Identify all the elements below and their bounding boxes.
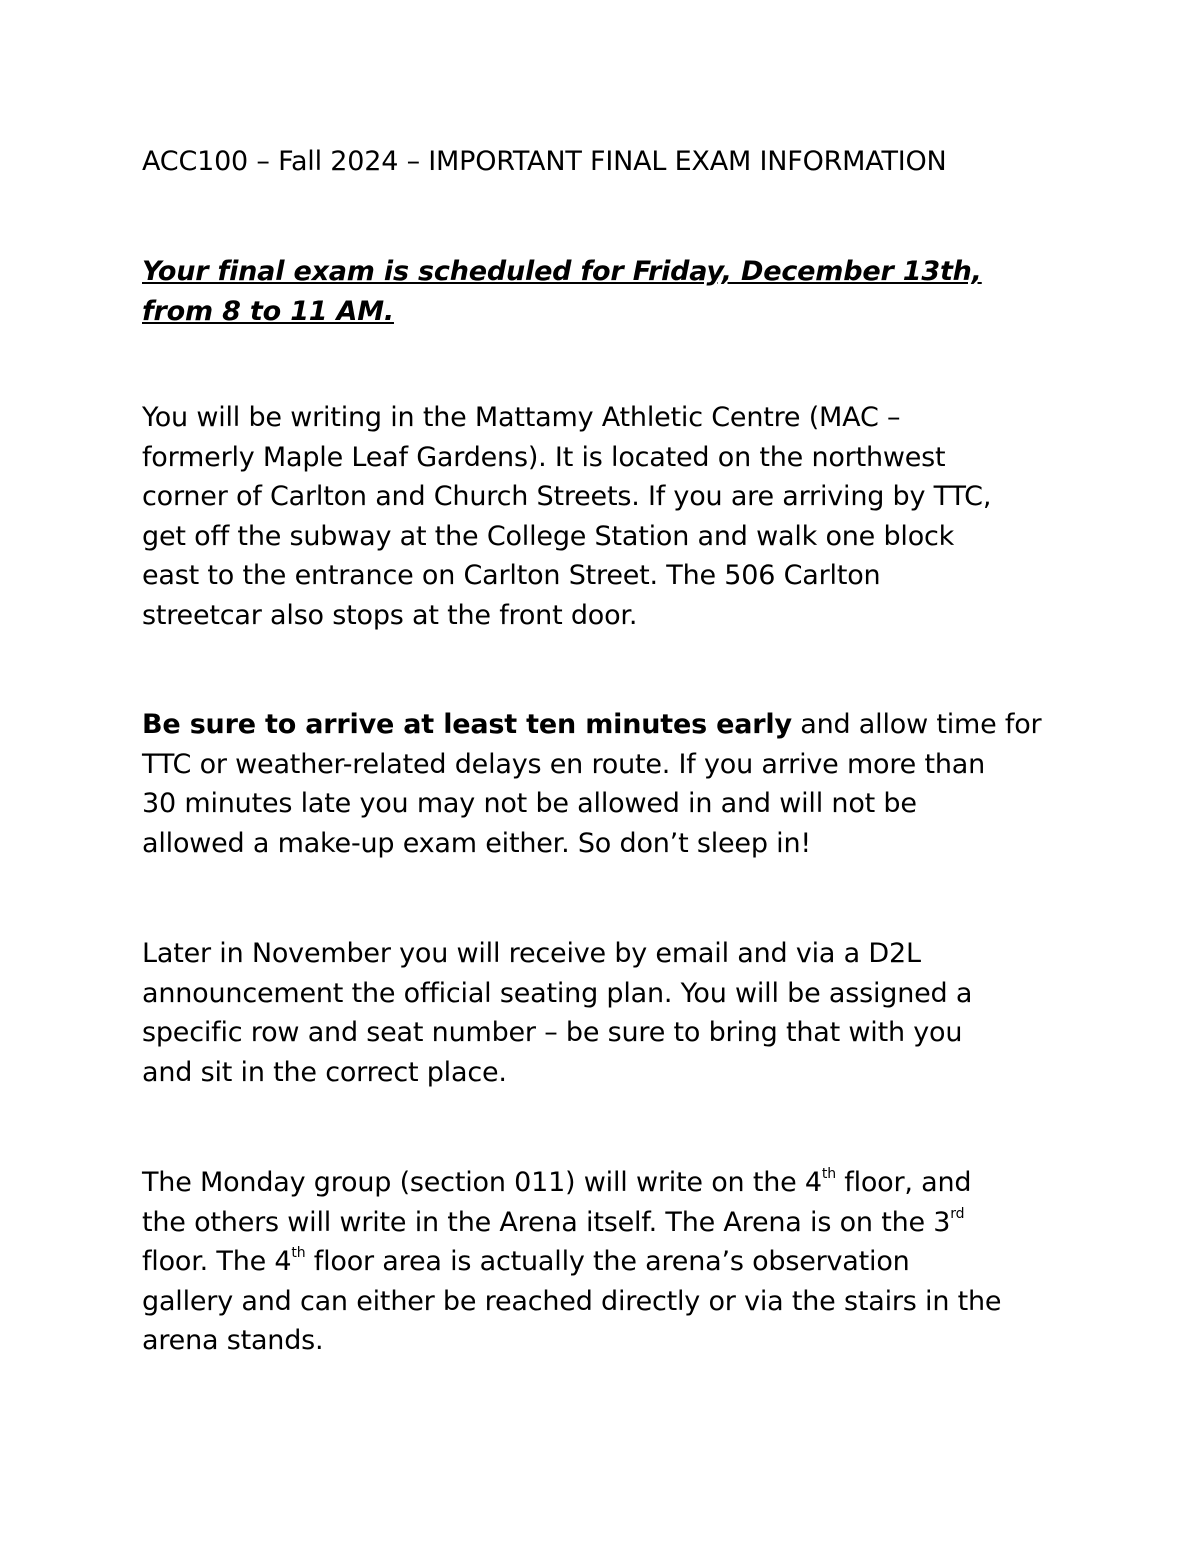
arrival-emphasis: Be sure to arrive at least ten minutes early (142, 709, 792, 740)
floors-paragraph (142, 1163, 1082, 1361)
floors-ordinal-rd: rd (950, 1205, 965, 1222)
location-line-3: corner of Carlton and Church Streets. If you are arriving by TTC, (142, 481, 992, 512)
floors-line-1b: floor, and (835, 1167, 972, 1198)
floors-line-5: arena stands. (142, 1325, 324, 1356)
floors-line-4: gallery and can either be reached directly or via the stairs in the (142, 1285, 1002, 1317)
floors-line-3a: floor. The 4 (142, 1246, 292, 1277)
floors-ordinal-th-1: th (821, 1166, 836, 1182)
exam-date-line-1: Your final exam is scheduled for Friday, December 13th, (142, 256, 982, 287)
arrival-line-3: 30 minutes late you may not be allowed in and will not be (142, 788, 917, 819)
seating-line-2: announcement the official seating plan. You will be assigned a (142, 977, 973, 1009)
floors-ordinal-th-2: th (291, 1245, 306, 1261)
location-line-4: get off the subway at the College Station and walk one block (142, 520, 955, 552)
floors-line-3 (142, 1242, 1082, 1282)
location-line-5: east to the entrance on Carlton Street. The 506 Carlton (142, 560, 881, 591)
document-title (142, 142, 1082, 182)
seating-paragraph (142, 934, 1082, 1092)
floors-line-1a: The Monday group (section 011) will write on the 4 (142, 1167, 822, 1198)
seating-line-4: and sit in the correct place. (142, 1056, 507, 1088)
location-line-1: You will be writing in the Mattamy Athletic Centre (MAC – (142, 402, 901, 433)
arrival-line-1 (142, 705, 1082, 745)
arrival-line-4: allowed a make-up exam either. So don’t sleep in! (142, 827, 811, 859)
title-text: ACC100 – Fall 2024 – IMPORTANT FINAL EXAM INFORMATION (142, 146, 947, 177)
floors-line-3b: floor area is actually the arena’s observation (305, 1246, 910, 1277)
location-paragraph (142, 398, 1082, 635)
arrival-line-1-rest: and allow time for (791, 709, 1042, 740)
arrival-line-2: TTC or weather-related delays en route. If you arrive more than (142, 748, 986, 780)
floors-line-2 (142, 1203, 1082, 1243)
location-line-6: streetcar also stops at the front door. (142, 599, 638, 631)
floors-line-1 (142, 1163, 1082, 1203)
exam-date-line-2: from 8 to 11 AM. (142, 295, 394, 327)
arrival-paragraph (142, 705, 1082, 863)
seating-line-3: specific row and seat number – be sure to bring that with you (142, 1017, 963, 1048)
location-line-2: formerly Maple Leaf Gardens). It is located on the northwest (142, 441, 946, 473)
exam-date-notice (142, 252, 1082, 331)
seating-line-1: Later in November you will receive by email and via a D2L (142, 938, 921, 969)
floors-line-2a: the others will write in the Arena itself. The Arena is on the 3 (142, 1206, 951, 1238)
